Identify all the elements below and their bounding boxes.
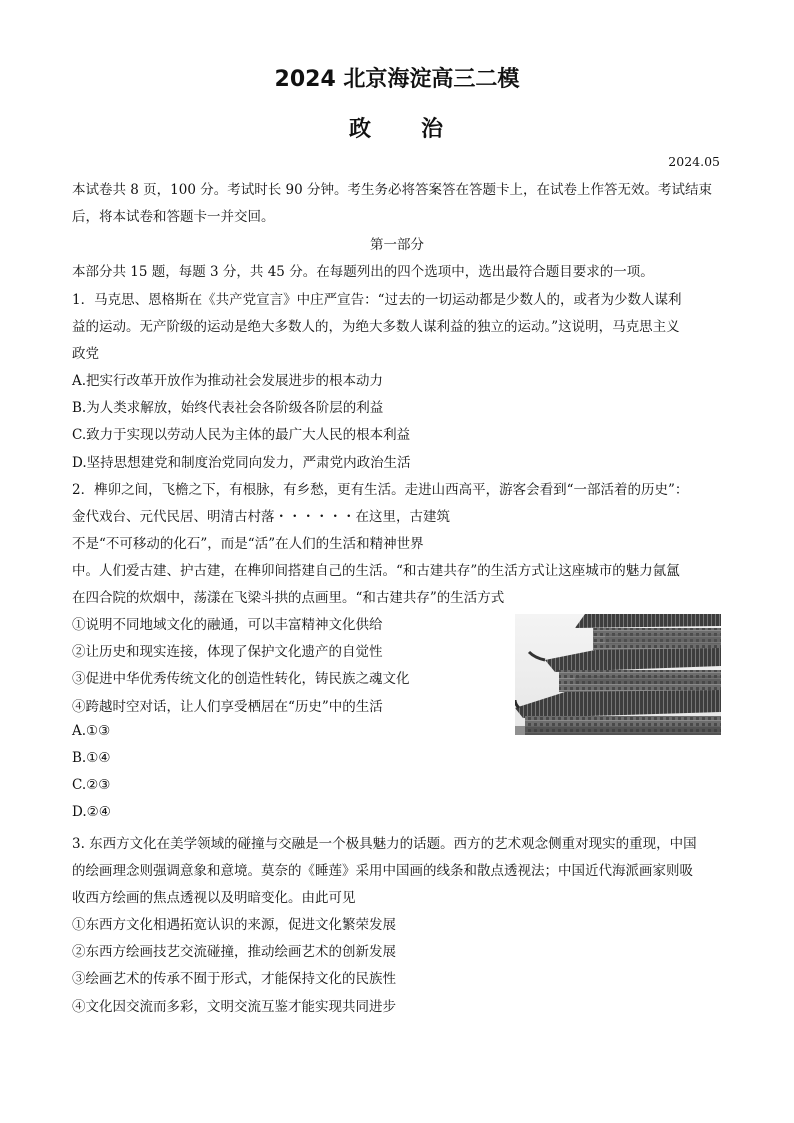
q2-stem-line: 金代戏台、元代民居、明清古村落・・・・・・在这里，古建筑 [72, 509, 450, 525]
q3-stem-line: 3. 东西方文化在美学领域的碰撞与交融是一个极具魅力的话题。西方的艺术观念侧重对现实的重现，中国 [72, 836, 697, 852]
q1-option-b: B.为人类求解放，始终代表社会各阶级各阶层的利益 [72, 400, 384, 416]
q3-stem-line: 收西方绘画的焦点透视以及明暗变化。由此可见 [72, 890, 356, 906]
subject-title: 政 治 [348, 117, 445, 142]
q3-statement-2: ②东西方绘画技艺交流碰撞，推动绘画艺术的创新发展 [72, 944, 396, 960]
q3-stem-line: 的绘画理念则强调意象和意境。莫奈的《睡莲》采用中国画的线条和散点透视法；中国近代海派画家则吸 [72, 863, 693, 879]
q2-option-c: C.②③ [72, 777, 111, 793]
exam-date: 2024.05 [668, 154, 720, 169]
q2-statement-4: ④跨越时空对话，让人们享受栖居在“历史”中的生活 [72, 699, 383, 715]
q1-stem-line: 政党 [72, 346, 99, 362]
part-intro: 本部分共 15 题，每题 3 分，共 45 分。在每题列出的四个选项中，选出最符合题目要求的一项。 [72, 264, 654, 280]
q2-stem-line: 不是“不可移动的化石”，而是“活”在人们的生活和精神世界 [72, 536, 424, 552]
q3-statement-3: ③绘画艺术的传承不囿于形式，才能保持文化的民族性 [72, 971, 396, 987]
q1-option-d: D.坚持思想建党和制度治党同向发力，严肃党内政治生活 [72, 455, 411, 471]
q1-stem-line: 益的运动。无产阶级的运动是绝大多数人的，为绝大多数人谋利益的独立的运动。”这说明，马克思主义 [72, 319, 680, 335]
q3-statement-4: ④文化因交流而多彩，文明交流互鉴才能实现共同进步 [72, 999, 396, 1015]
part-heading: 第一部分 [370, 237, 424, 253]
q2-stem-line: 2．榫卯之间，飞檐之下，有根脉，有乡愁，更有生活。走进山西高平，游客会看到“一部活着的历史”： [72, 482, 689, 498]
instruction-line: 后，将本试卷和答题卡一并交回。 [72, 209, 275, 225]
q2-statement-2: ②让历史和现实连接，体现了保护文化遗产的自觉性 [72, 644, 383, 660]
q1-option-a: A.把实行改革开放作为推动社会发展进步的根本动力 [72, 373, 384, 389]
q2-stem-line: 中。人们爱古建、护古建，在榫卯间搭建自己的生活。“和古建共存”的生活方式让这座城市的魅力氤氲 [72, 563, 680, 579]
q2-stem-line: 在四合院的炊烟中，荡漾在飞梁斗拱的点画里。“和古建共存”的生活方式 [72, 590, 505, 606]
q3-statement-1: ①东西方文化相遇拓宽认识的来源，促进文化繁荣发展 [72, 917, 396, 933]
ancient-pagoda-photo [515, 614, 721, 735]
q2-option-b: B.①④ [72, 750, 111, 766]
q2-statement-3: ③促进中华优秀传统文化的创造性转化，铸民族之魂文化 [72, 671, 410, 687]
q2-statement-1: ①说明不同地域文化的融通，可以丰富精神文化供给 [72, 617, 383, 633]
q1-option-c: C.致力于实现以劳动人民为主体的最广大人民的根本利益 [72, 427, 411, 443]
q2-option-a: A.①③ [72, 723, 111, 739]
q2-option-d: D.②④ [72, 804, 111, 820]
q1-stem-line: 1．马克思、恩格斯在《共产党宣言》中庄严宣告：“过去的一切运动都是少数人的，或者为少数人谋利 [72, 292, 682, 308]
instruction-line: 本试卷共 8 页，100 分。考试时长 90 分钟。考生务必将答案答在答题卡上，在试卷上作答无效。考试结束 [72, 182, 712, 198]
exam-title: 2024 北京海淀高三二模 [274, 67, 520, 92]
